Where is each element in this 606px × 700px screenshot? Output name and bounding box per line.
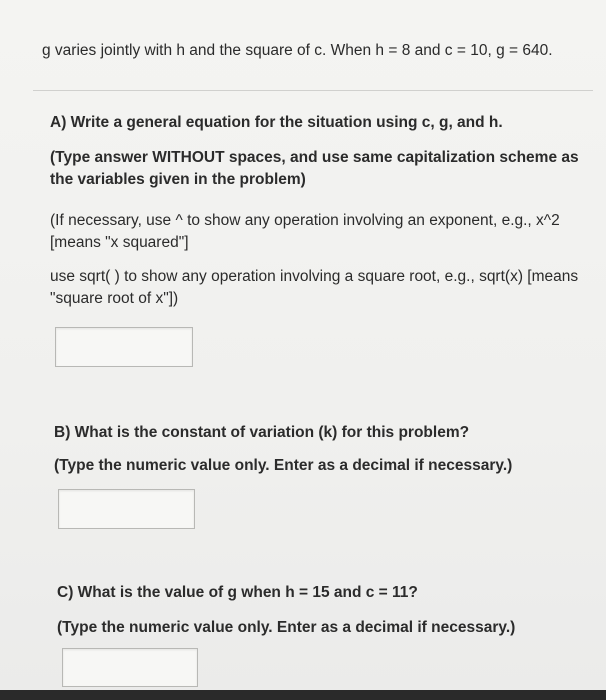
part-c-answer-input[interactable]: [62, 648, 198, 687]
part-c-question: C) What is the value of g when h = 15 and c = 11?: [57, 584, 418, 601]
part-a-question: A) Write a general equation for the situation using c, g, and h.: [50, 114, 503, 131]
part-b-question: B) What is the constant of variation (k) for this problem?: [54, 424, 470, 441]
part-b-answer-input[interactable]: [58, 489, 195, 529]
screen-bottom-edge: [0, 690, 606, 700]
part-a-answer-input[interactable]: [55, 327, 193, 367]
part-c-instruction: (Type the numeric value only. Enter as a decimal if necessary.): [57, 619, 516, 636]
part-a-instruction-sqrt: use sqrt( ) to show any operation involving a square root, e.g., sqrt(x) [means "square root of x"]): [50, 268, 579, 307]
part-a-instruction-exponent: (If necessary, use ^ to show any operation involving an exponent, e.g., x^2 [means "x squared"]: [50, 212, 560, 251]
divider: [33, 90, 593, 91]
part-a-instruction-capitalization: (Type answer WITHOUT spaces, and use same capitalization scheme as the variables given in the problem): [50, 149, 579, 188]
part-b-instruction: (Type the numeric value only. Enter as a decimal if necessary.): [54, 457, 513, 474]
problem-statement: g varies jointly with h and the square of c. When h = 8 and c = 10, g = 640.: [42, 42, 553, 59]
